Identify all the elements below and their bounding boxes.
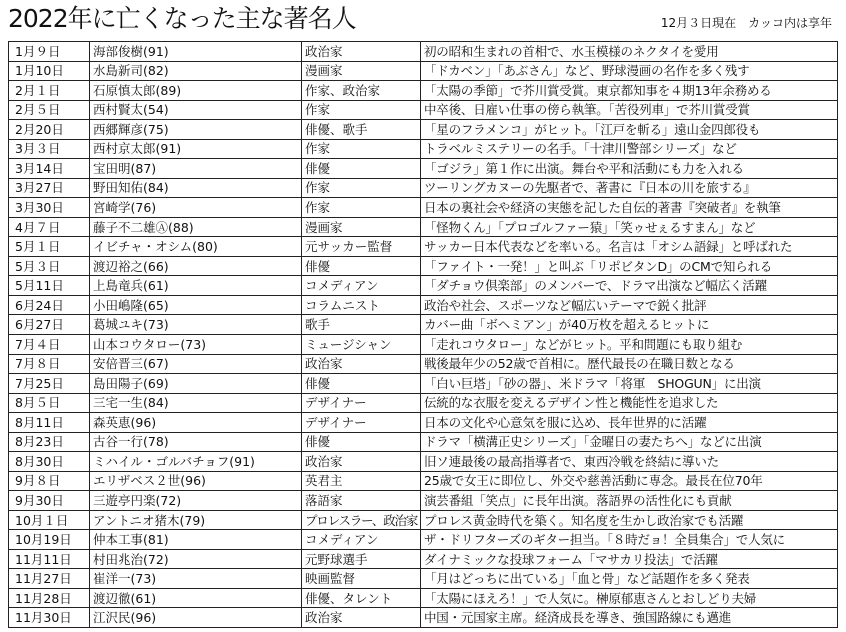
description-cell: カバー曲「ボヘミアン」が40万枚を超えるヒットに — [421, 315, 838, 335]
occupation-cell: 英君主 — [302, 471, 421, 491]
person-name-cell: 葛城ユキ(73) — [90, 315, 302, 335]
description-cell: 政治や社会、スポーツなど幅広いテーマで鋭く批評 — [421, 295, 838, 315]
table-row — [9, 452, 838, 472]
death-date-cell: 8月５日 — [9, 393, 90, 413]
table-row — [9, 159, 838, 179]
table-row — [9, 588, 838, 608]
death-date-cell: 11月28日 — [9, 588, 90, 608]
person-name-cell: 村田兆治(72) — [90, 549, 302, 569]
description-cell: 中卒後、日雇い仕事の傍ら執筆。「苦役列車」で芥川賞受賞 — [421, 100, 838, 120]
person-name-cell: 崔洋一(73) — [90, 569, 302, 589]
death-date-cell: 3月27日 — [9, 178, 90, 198]
table-row — [9, 471, 838, 491]
occupation-cell: 作家 — [302, 139, 421, 159]
table-body — [9, 42, 838, 628]
death-date-cell: 11月11日 — [9, 549, 90, 569]
description-cell: 「走れコウタロー」などがヒット。平和問題にも取り組む — [421, 334, 838, 354]
occupation-cell: コメディアン — [302, 530, 421, 550]
table-row — [9, 61, 838, 81]
death-date-cell: 6月27日 — [9, 315, 90, 335]
death-date-cell: 3月３日 — [9, 139, 90, 159]
death-date-cell: 5月１日 — [9, 237, 90, 257]
occupation-cell: 政治家 — [302, 42, 421, 62]
death-date-cell: 9月８日 — [9, 471, 90, 491]
description-cell: 25歳で女王に即位し、外交や慈善活動に専念。最長在位70年 — [421, 471, 838, 491]
table-row — [9, 510, 838, 530]
death-date-cell: 7月４日 — [9, 334, 90, 354]
occupation-cell: コメディアン — [302, 276, 421, 296]
person-name-cell: 渡辺徹(61) — [90, 588, 302, 608]
person-name-cell: 山本コウタロー(73) — [90, 334, 302, 354]
occupation-cell: 俳優 — [302, 374, 421, 394]
person-name-cell: エリザベス２世(96) — [90, 471, 302, 491]
death-date-cell: 5月11日 — [9, 276, 90, 296]
occupation-cell: 政治家 — [302, 608, 421, 628]
occupation-cell: デザイナー — [302, 393, 421, 413]
death-date-cell: 9月30日 — [9, 491, 90, 511]
table-row — [9, 120, 838, 140]
person-name-cell: 水島新司(82) — [90, 61, 302, 81]
occupation-cell: 作家、政治家 — [302, 81, 421, 101]
person-name-cell: 三遊亭円楽(72) — [90, 491, 302, 511]
person-name-cell: 森英恵(96) — [90, 413, 302, 433]
table-row — [9, 413, 838, 433]
person-name-cell: 海部俊樹(91) — [90, 42, 302, 62]
occupation-cell: ミュージシャン — [302, 334, 421, 354]
table-row — [9, 256, 838, 276]
table-row — [9, 100, 838, 120]
death-date-cell: 11月30日 — [9, 608, 90, 628]
person-name-cell: 安倍晋三(67) — [90, 354, 302, 374]
death-date-cell: 3月30日 — [9, 198, 90, 218]
person-name-cell: イビチャ・オシム(80) — [90, 237, 302, 257]
page-title: 2022年に亡くなった主な著名人 — [8, 4, 356, 33]
table-row — [9, 354, 838, 374]
occupation-cell: コラムニスト — [302, 295, 421, 315]
description-cell: 日本の文化や心意気を服に込め、長年世界的に活躍 — [421, 413, 838, 433]
table-row — [9, 549, 838, 569]
person-name-cell: 西村賢太(54) — [90, 100, 302, 120]
person-name-cell: 宮崎学(76) — [90, 198, 302, 218]
occupation-cell: 漫画家 — [302, 217, 421, 237]
death-date-cell: 2月１日 — [9, 81, 90, 101]
death-date-cell: 1月10日 — [9, 61, 90, 81]
table-row — [9, 276, 838, 296]
death-date-cell: 7月25日 — [9, 374, 90, 394]
person-name-cell: 仲本工事(81) — [90, 530, 302, 550]
occupation-cell: 元サッカー監督 — [302, 237, 421, 257]
description-cell: 「月はどっちに出ている」「血と骨」など話題作を多く発表 — [421, 569, 838, 589]
death-date-cell: 1月９日 — [9, 42, 90, 62]
person-name-cell: 石原慎太郎(89) — [90, 81, 302, 101]
death-date-cell: 4月７日 — [9, 217, 90, 237]
death-date-cell: 8月23日 — [9, 432, 90, 452]
description-cell: 「ダチョウ倶楽部」のメンバーで、ドラマ出演など幅広く活躍 — [421, 276, 838, 296]
occupation-cell: デザイナー — [302, 413, 421, 433]
description-cell: 中国・元国家主席。経済成長を導き、強国路線にも邁進 — [421, 608, 838, 628]
table-row — [9, 295, 838, 315]
occupation-cell: 作家 — [302, 100, 421, 120]
description-cell: ツーリングカヌーの先駆者で、著書に『日本の川を旅する』 — [421, 178, 838, 198]
death-date-cell: 2月20日 — [9, 120, 90, 140]
occupation-cell: 落語家 — [302, 491, 421, 511]
table-row — [9, 315, 838, 335]
celebrity-table — [8, 41, 838, 628]
description-cell: ダイナミックな投球フォーム「マサカリ投法」で活躍 — [421, 549, 838, 569]
description-cell: 「星のフラメンコ」がヒット。「江戸を斬る」遠山金四郎役も — [421, 120, 838, 140]
description-cell: 「ドカベン」「あぶさん」など、野球漫画の名作を多く残す — [421, 61, 838, 81]
occupation-cell: 俳優、タレント — [302, 588, 421, 608]
table-row — [9, 217, 838, 237]
table-row — [9, 569, 838, 589]
table-row — [9, 198, 838, 218]
table-row — [9, 81, 838, 101]
person-name-cell: 島田陽子(69) — [90, 374, 302, 394]
date-note: 12月３日現在 カッコ内は享年 — [660, 16, 832, 30]
person-name-cell: 宝田明(87) — [90, 159, 302, 179]
death-date-cell: 2月５日 — [9, 100, 90, 120]
occupation-cell: 作家 — [302, 198, 421, 218]
description-cell: 「ファイト・一発！」と叫ぶ「リポビタンD」のCMで知られる — [421, 256, 838, 276]
person-name-cell: 上島竜兵(61) — [90, 276, 302, 296]
description-cell: 「ゴジラ」第１作に出演。舞台や平和活動にも力を入れる — [421, 159, 838, 179]
person-name-cell: 西村京太郎(91) — [90, 139, 302, 159]
person-name-cell: 西郷輝彦(75) — [90, 120, 302, 140]
table-row — [9, 608, 838, 628]
description-cell: ドラマ「横溝正史シリーズ」「金曜日の妻たちへ」などに出演 — [421, 432, 838, 452]
description-cell: 「白い巨塔」「砂の器」、米ドラマ「将軍 SHOGUN」に出演 — [421, 374, 838, 394]
table-row — [9, 374, 838, 394]
description-cell: 戦後最年少の52歳で首相に。歴代最長の在職日数となる — [421, 354, 838, 374]
person-name-cell: 古谷一行(78) — [90, 432, 302, 452]
person-name-cell: 藤子不二雄Ⓐ(88) — [90, 217, 302, 237]
table-row — [9, 393, 838, 413]
description-cell: 日本の裏社会や経済の実態を記した自伝的著書『突破者』を執筆 — [421, 198, 838, 218]
table-row — [9, 139, 838, 159]
description-cell: 「怪物くん」「プロゴルファー猿」「笑ゥせぇるすまん」など — [421, 217, 838, 237]
table-row — [9, 491, 838, 511]
description-cell: 旧ソ連最後の最高指導者で、東西冷戦を終結に導いた — [421, 452, 838, 472]
description-cell: 初の昭和生まれの首相で、水玉模様のネクタイを愛用 — [421, 42, 838, 62]
person-name-cell: ミハイル・ゴルバチョフ(91) — [90, 452, 302, 472]
death-date-cell: 11月27日 — [9, 569, 90, 589]
death-date-cell: 8月30日 — [9, 452, 90, 472]
description-cell: ザ・ドリフターズのギター担当。「８時だョ！全員集合」で人気に — [421, 530, 838, 550]
death-date-cell: 10月19日 — [9, 530, 90, 550]
occupation-cell: 作家 — [302, 178, 421, 198]
table-row — [9, 334, 838, 354]
occupation-cell: 元野球選手 — [302, 549, 421, 569]
occupation-cell: 政治家 — [302, 452, 421, 472]
description-cell: サッカー日本代表などを率いる。名言は「オシム語録」と呼ばれた — [421, 237, 838, 257]
description-cell: プロレス黄金時代を築く。知名度を生かし政治家でも活躍 — [421, 510, 838, 530]
occupation-cell: 政治家 — [302, 354, 421, 374]
occupation-cell: 映画監督 — [302, 569, 421, 589]
table-row — [9, 237, 838, 257]
death-date-cell: 5月３日 — [9, 256, 90, 276]
death-date-cell: 10月１日 — [9, 510, 90, 530]
description-cell: 「太陽にほえろ！」で人気に。榊原郁恵さんとおしどり夫婦 — [421, 588, 838, 608]
occupation-cell: 俳優 — [302, 256, 421, 276]
person-name-cell: 三宅一生(84) — [90, 393, 302, 413]
person-name-cell: アントニオ猪木(79) — [90, 510, 302, 530]
occupation-cell: 俳優 — [302, 159, 421, 179]
death-date-cell: 3月14日 — [9, 159, 90, 179]
table-row — [9, 42, 838, 62]
person-name-cell: 渡辺裕之(66) — [90, 256, 302, 276]
death-date-cell: 6月24日 — [9, 295, 90, 315]
death-date-cell: 7月８日 — [9, 354, 90, 374]
description-cell: 演芸番組「笑点」に長年出演。落語界の活性化にも貢献 — [421, 491, 838, 511]
description-cell: トラベルミステリーの名手。「十津川警部シリーズ」など — [421, 139, 838, 159]
person-name-cell: 小田嶋隆(65) — [90, 295, 302, 315]
person-name-cell: 江沢民(96) — [90, 608, 302, 628]
description-cell: 伝統的な衣服を変えるデザイン性と機能性を追求した — [421, 393, 838, 413]
table-row — [9, 530, 838, 550]
occupation-cell: プロレスラー、政治家 — [302, 510, 421, 530]
occupation-cell: 俳優 — [302, 432, 421, 452]
death-date-cell: 8月11日 — [9, 413, 90, 433]
occupation-cell: 漫画家 — [302, 61, 421, 81]
table-row — [9, 432, 838, 452]
person-name-cell: 野田知佑(84) — [90, 178, 302, 198]
occupation-cell: 歌手 — [302, 315, 421, 335]
occupation-cell: 俳優、歌手 — [302, 120, 421, 140]
description-cell: 「太陽の季節」で芥川賞受賞。東京都知事を４期13年余務める — [421, 81, 838, 101]
table-row — [9, 178, 838, 198]
